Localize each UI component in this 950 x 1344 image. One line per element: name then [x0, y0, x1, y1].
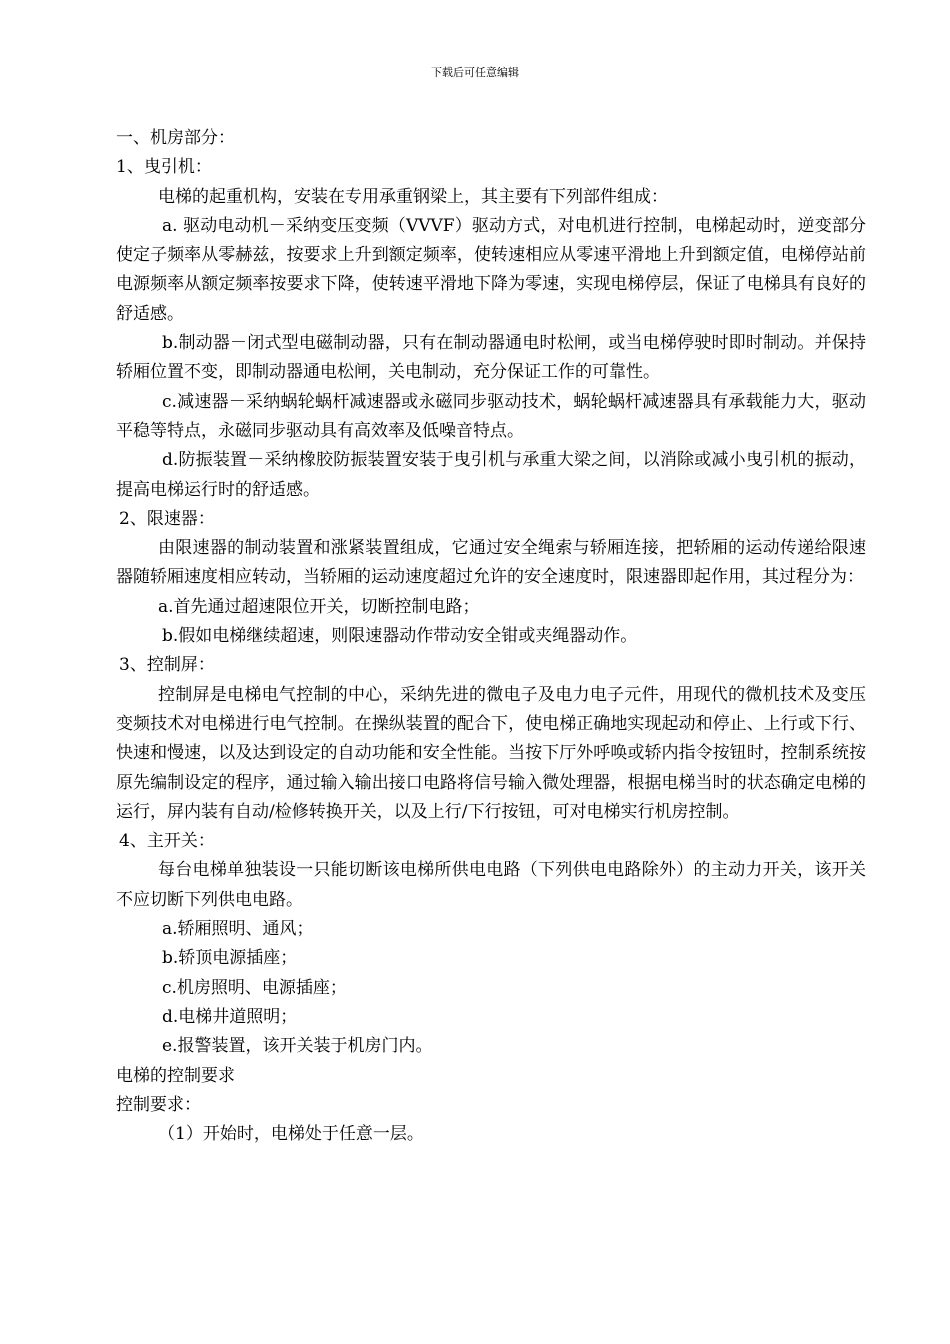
list-item: b.制动器－闭式型电磁制动器，只有在制动器通电时松闸，或当电梯停驶时即时制动。并保持轿厢位置不变，即制动器通电松闸，关电制动，充分保证工作的可靠性。: [116, 333, 866, 383]
list-item: （1）开始时，电梯处于任意一层。: [158, 1124, 424, 1145]
item-heading: 3、控制屏：: [119, 655, 215, 676]
list-item: d.电梯井道照明；: [162, 1006, 298, 1027]
document-body: [116, 124, 866, 1149]
list-item: e.报警装置，该开关装于机房门内。: [162, 1036, 433, 1057]
paragraph: 每台电梯单独装设一只能切断该电梯所供电电路（下列供电电路除外）的主动力开关，该开关不应切断下列供电电路。: [116, 860, 866, 910]
page-header: 下载后可任意编辑: [431, 66, 519, 79]
list-item: c.机房照明、电源插座；: [162, 977, 347, 998]
list-item: a.轿厢照明、通风；: [162, 919, 314, 940]
item-heading: 控制要求：: [116, 1094, 201, 1115]
item-heading: 2、限速器：: [119, 508, 215, 529]
item-heading: 1、曳引机：: [116, 157, 212, 178]
section-heading: 一、机房部分：: [116, 128, 235, 148]
list-item: b.轿顶电源插座；: [162, 948, 298, 969]
list-item: a. 驱动电动机－采纳变压变频（VVVF）驱动方式，对电机进行控制，电梯起动时，逆变部分使定子频率从零赫兹，按要求上升到额定频率，使转速相应从零速平滑地上升到额定值，电梯停站前电源频率从额定频率按要求下降，使转速平滑地下降为零速，实现电梯停层，保证了电梯具有良好的舒适感。: [116, 215, 866, 324]
paragraph: 电梯的起重机构，安装在专用承重钢梁上，其主要有下列部件组成：: [158, 186, 668, 207]
paragraph: 控制屏是电梯电气控制的中心，采纳先进的微电子及电力电子元件，用现代的微机技术及变压变频技术对电梯进行电气控制。在操纵装置的配合下，使电梯正确地实现起动和停止、上行或下行、快速和慢速，以及达到设定的自动功能和安全性能。当按下厅外呼唤或轿内指令按钮时，控制系统按原先编制设定的程序，通过输入输出接口电路将信号输入微处理器，根据电梯当时的状态确定电梯的运行，屏内装有自动/检修转换开关，以及上行/下行按钮，可对电梯实行机房控制。: [116, 684, 866, 822]
list-item: b.假如电梯继续超速，则限速器动作带动安全钳或夹绳器动作。: [162, 626, 638, 647]
paragraph: 由限速器的制动装置和涨紧装置组成，它通过安全绳索与轿厢连接，把轿厢的运动传递给限速器随轿厢速度相应转动，当轿厢的运动速度超过允许的安全速度时，限速器即起作用，其过程分为：: [116, 538, 866, 588]
list-item: c.减速器－采纳蜗轮蜗杆减速器或永磁同步驱动技术，蜗轮蜗杆减速器具有承载能力大，驱动平稳等特点，永磁同步驱动具有高效率及低噪音特点。: [116, 391, 866, 441]
item-heading: 4、主开关：: [119, 831, 215, 852]
list-item: d.防振装置－采纳橡胶防振装置安装于曳引机与承重大梁之间，以消除或减小曳引机的振动，提高电梯运行时的舒适感。: [116, 450, 866, 500]
section-heading: 电梯的控制要求: [116, 1065, 235, 1086]
list-item: a.首先通过超速限位开关，切断控制电路；: [158, 596, 480, 617]
